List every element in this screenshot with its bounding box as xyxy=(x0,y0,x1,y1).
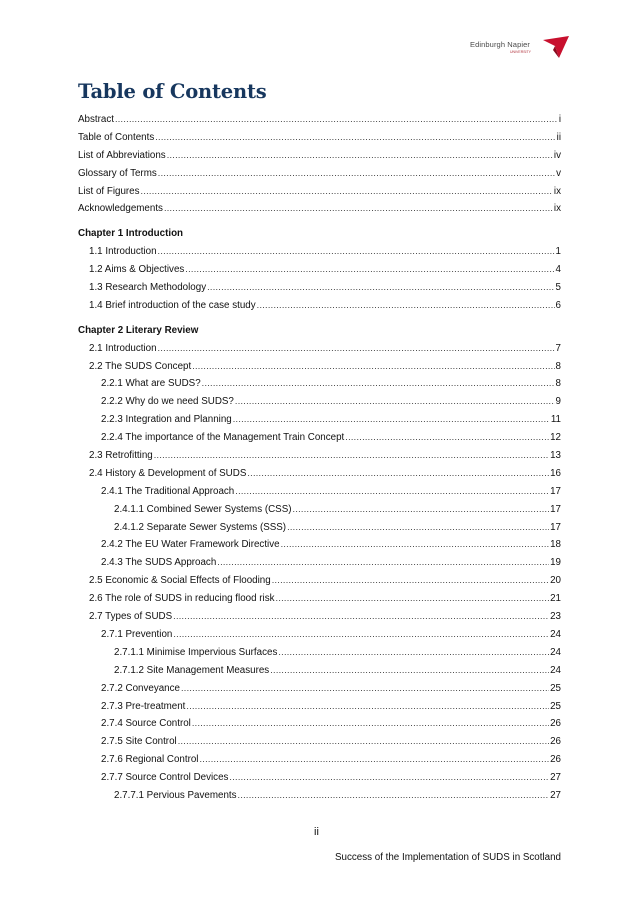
toc-label: 2.1 Introduction xyxy=(89,342,157,354)
toc-label: 2.2.1 What are SUDS? xyxy=(101,378,201,390)
dot-leader xyxy=(278,644,549,662)
toc-page-number: 18 xyxy=(550,539,561,551)
toc-entry-2-7-4[interactable] xyxy=(78,715,561,733)
page-title: Table of Contents xyxy=(78,80,267,103)
toc-label: 2.4.1 The Traditional Approach xyxy=(101,485,235,497)
logo-subtext: UNIVERSITY xyxy=(510,50,532,54)
dot-leader xyxy=(238,787,550,805)
toc-label: 2.6 The role of SUDS in reducing flood risk xyxy=(89,593,275,605)
toc-page-number: 25 xyxy=(550,700,561,712)
toc-label: 2.2 The SUDS Concept xyxy=(89,360,192,372)
dot-leader xyxy=(233,411,550,429)
dot-leader xyxy=(154,447,549,465)
dot-leader xyxy=(155,129,555,147)
toc-page-number: 23 xyxy=(550,611,561,623)
toc-label: 2.7.5 Site Control xyxy=(101,736,177,748)
toc-entry-2-7-1-1[interactable] xyxy=(78,644,561,662)
toc-label: Abstract xyxy=(78,114,114,125)
toc-label: 2.7.1.2 Site Management Measures xyxy=(114,664,270,676)
dot-leader xyxy=(181,680,549,698)
university-logo xyxy=(470,34,570,64)
logo-mark-icon xyxy=(543,36,569,58)
dot-leader xyxy=(235,483,549,501)
dot-leader xyxy=(293,501,550,519)
toc-label: 2.7.7.1 Pervious Pavements xyxy=(114,789,237,801)
dot-leader xyxy=(158,340,555,358)
toc-page-number: 4 xyxy=(555,264,561,276)
toc-page-number: 27 xyxy=(550,789,561,801)
toc-label: 2.2.4 The importance of the Management Train Concept xyxy=(101,432,345,444)
toc-entry-2-6[interactable] xyxy=(78,590,561,608)
toc-page-number: 11 xyxy=(550,414,561,426)
dot-leader xyxy=(276,590,550,608)
toc-page-number: 25 xyxy=(550,682,561,694)
dot-leader xyxy=(287,519,549,537)
logo-text: Edinburgh Napier xyxy=(470,40,530,49)
toc-page-number: 20 xyxy=(550,575,561,587)
dot-leader xyxy=(192,715,549,733)
toc-entry-acknowledgements[interactable] xyxy=(78,200,561,218)
toc-label: 2.2.3 Integration and Planning xyxy=(101,414,232,426)
toc-page-number: 7 xyxy=(555,342,561,354)
toc-entry-2-7-1-2[interactable] xyxy=(78,662,561,680)
toc-entry-2-2-3[interactable] xyxy=(78,411,561,429)
dot-leader xyxy=(164,200,553,218)
toc-page-number: ix xyxy=(553,203,561,215)
toc-entry-1-4[interactable] xyxy=(78,297,561,315)
dot-leader xyxy=(200,751,550,769)
toc-page-number: ii xyxy=(556,131,561,143)
toc-label: 2.2.2 Why do we need SUDS? xyxy=(101,396,234,408)
toc-page-number: 9 xyxy=(555,396,561,408)
toc-label: List of Abbreviations xyxy=(78,149,166,161)
toc-entry-figures[interactable] xyxy=(78,183,561,201)
toc-entry-abbreviations[interactable] xyxy=(78,147,561,165)
spacer xyxy=(78,315,561,322)
toc-label: 2.7 Types of SUDS xyxy=(89,611,173,623)
toc-page-number: 17 xyxy=(550,485,561,497)
toc-label: 2.4.1.2 Separate Sewer Systems (SSS) xyxy=(114,521,287,533)
toc-label: Acknowledgements xyxy=(78,203,163,215)
toc-entry-2-4[interactable] xyxy=(78,465,561,483)
toc-entry-1-3[interactable] xyxy=(78,279,561,297)
toc-entry-abstract[interactable] xyxy=(78,111,561,129)
dot-leader xyxy=(257,297,555,315)
toc-page-number: 17 xyxy=(550,521,561,533)
toc-entry-2-7-7-1[interactable] xyxy=(78,787,561,805)
toc-entry-2-2-1[interactable] xyxy=(78,375,561,393)
toc-label: 1.4 Brief introduction of the case study xyxy=(89,299,256,311)
toc-page-number: 21 xyxy=(550,593,561,605)
toc-page-number: 27 xyxy=(550,772,561,784)
toc-page-number: 13 xyxy=(550,450,561,462)
toc-entry-2-4-1[interactable] xyxy=(78,483,561,501)
dot-leader xyxy=(141,183,553,201)
toc-page-number: 24 xyxy=(550,664,561,676)
toc-entry-2-2-4[interactable] xyxy=(78,429,561,447)
toc-entry-table-of-contents[interactable] xyxy=(78,129,561,147)
dot-leader xyxy=(185,261,554,279)
toc-page-number: 12 xyxy=(550,432,561,444)
toc-page-number: 19 xyxy=(550,557,561,569)
dot-leader xyxy=(158,243,555,261)
toc-entry-1-1[interactable] xyxy=(78,243,561,261)
toc-label: Table of Contents xyxy=(78,131,155,143)
toc-label: 2.5 Economic & Social Effects of Flooding xyxy=(89,575,271,587)
table-of-contents xyxy=(78,111,561,805)
dot-leader xyxy=(173,608,549,626)
toc-entry-2-4-1-1[interactable] xyxy=(78,501,561,519)
dot-leader xyxy=(272,572,549,590)
page-number: ii xyxy=(314,826,319,838)
toc-page-number: i xyxy=(558,114,561,125)
dot-leader xyxy=(270,662,549,680)
toc-label: 2.4 History & Development of SUDS xyxy=(89,467,247,479)
toc-entry-2-7-3[interactable] xyxy=(78,698,561,716)
toc-label: 2.7.1.1 Minimise Impervious Surfaces xyxy=(114,646,278,658)
toc-label: 2.7.6 Regional Control xyxy=(101,754,199,766)
toc-page-number: 24 xyxy=(550,628,561,640)
dot-leader xyxy=(167,147,553,165)
toc-page-number: 8 xyxy=(555,378,561,390)
toc-label: 2.7.3 Pre-treatment xyxy=(101,700,186,712)
dot-leader xyxy=(345,429,549,447)
toc-label: 2.3 Retrofitting xyxy=(89,450,153,462)
dot-leader xyxy=(173,626,549,644)
toc-entry-2-7-5[interactable] xyxy=(78,733,561,751)
toc-entry-2-7-2[interactable] xyxy=(78,680,561,698)
toc-label: 2.7.1 Prevention xyxy=(101,628,173,640)
dot-leader xyxy=(235,393,555,411)
toc-label: 1.3 Research Methodology xyxy=(89,282,207,294)
toc-page-number: ix xyxy=(553,185,561,197)
toc-entry-2-7[interactable] xyxy=(78,608,561,626)
toc-label: Glossary of Terms xyxy=(78,167,157,179)
toc-entry-2-4-2[interactable] xyxy=(78,536,561,554)
chapter-heading-2[interactable]: Chapter 2 Literary Review xyxy=(78,324,199,336)
toc-label: 1.1 Introduction xyxy=(89,246,157,258)
toc-entry-2-5[interactable] xyxy=(78,572,561,590)
toc-page-number: 8 xyxy=(555,360,561,372)
toc-label: 2.4.3 The SUDS Approach xyxy=(101,557,217,569)
toc-entry-2-3[interactable] xyxy=(78,447,561,465)
spacer xyxy=(78,218,561,225)
dot-leader xyxy=(217,554,549,572)
dot-leader xyxy=(207,279,554,297)
toc-entry-2-7-7[interactable] xyxy=(78,769,561,787)
dot-leader xyxy=(281,536,550,554)
toc-label: 2.7.2 Conveyance xyxy=(101,682,180,694)
toc-label: 1.2 Aims & Objectives xyxy=(89,264,185,276)
dot-leader xyxy=(247,465,549,483)
toc-page-number: v xyxy=(556,167,561,179)
dot-leader xyxy=(202,375,555,393)
toc-entry-glossary[interactable] xyxy=(78,165,561,183)
dot-leader xyxy=(158,165,555,183)
dot-leader xyxy=(229,769,549,787)
toc-label: 2.4.2 The EU Water Framework Directive xyxy=(101,539,280,551)
toc-entry-2-7-6[interactable] xyxy=(78,751,561,769)
chapter-heading-1[interactable]: Chapter 1 Introduction xyxy=(78,228,184,240)
toc-entry-2-4-3[interactable] xyxy=(78,554,561,572)
toc-page-number: 24 xyxy=(550,646,561,658)
toc-page-number: 16 xyxy=(550,467,561,479)
toc-page-number: 6 xyxy=(555,299,561,311)
toc-page-number: 17 xyxy=(550,503,561,515)
toc-entry-2-1[interactable] xyxy=(78,340,561,358)
dot-leader xyxy=(192,358,554,376)
dot-leader xyxy=(186,698,549,716)
toc-page-number: iv xyxy=(553,149,561,161)
dot-leader xyxy=(178,733,549,751)
toc-entry-1-2[interactable] xyxy=(78,261,561,279)
toc-entry-2-4-1-2[interactable] xyxy=(78,519,561,537)
toc-page-number: 5 xyxy=(555,282,561,294)
toc-label: 2.7.7 Source Control Devices xyxy=(101,772,229,784)
running-footer-title: Success of the Implementation of SUDS in Scotland xyxy=(335,852,561,863)
toc-page-number: 26 xyxy=(550,754,561,766)
toc-entry-2-7-1[interactable] xyxy=(78,626,561,644)
toc-page-number: 26 xyxy=(550,736,561,748)
toc-label: 2.7.4 Source Control xyxy=(101,718,191,730)
toc-page-number: 26 xyxy=(550,718,561,730)
toc-label: List of Figures xyxy=(78,185,140,197)
dot-leader xyxy=(115,111,558,129)
toc-entry-2-2-2[interactable] xyxy=(78,393,561,411)
toc-entry-2-2[interactable] xyxy=(78,358,561,376)
toc-page-number: 1 xyxy=(555,246,561,258)
toc-label: 2.4.1.1 Combined Sewer Systems (CSS) xyxy=(114,503,292,515)
